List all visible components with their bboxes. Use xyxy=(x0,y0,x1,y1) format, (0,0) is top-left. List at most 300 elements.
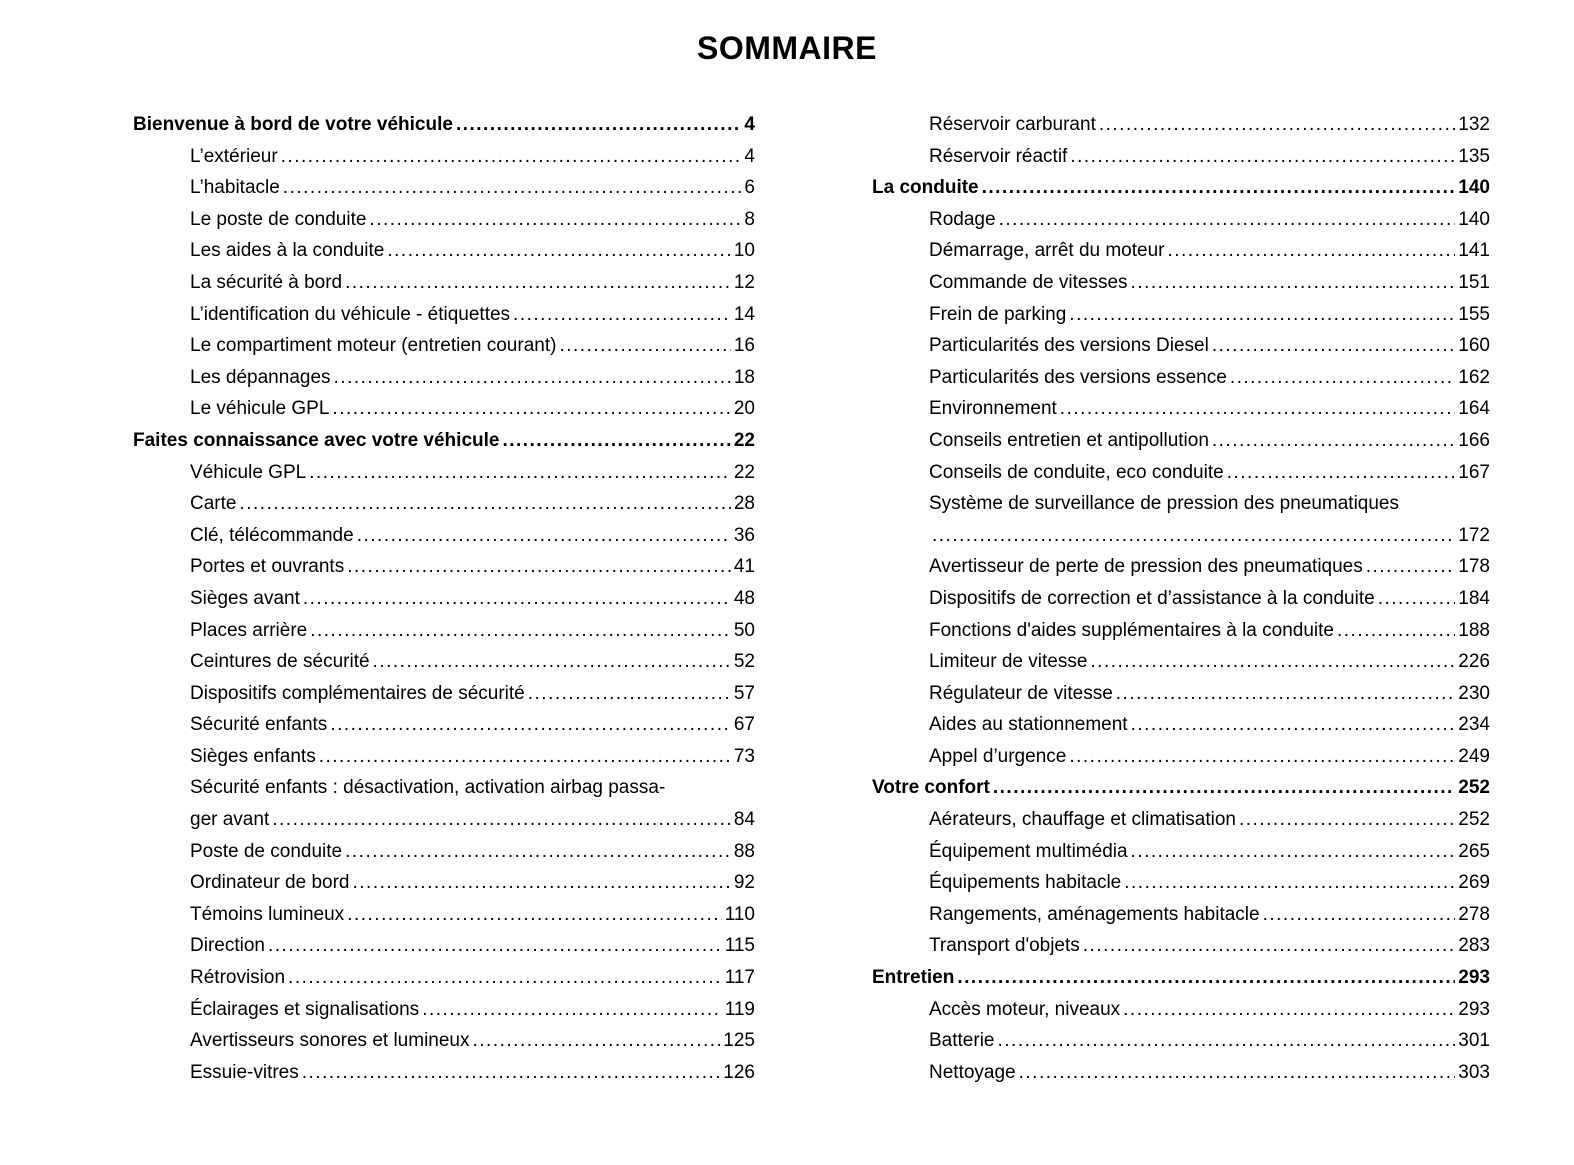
dot-leader xyxy=(303,583,731,615)
toc-section-entry[interactable] xyxy=(872,172,1490,204)
toc-page-number: 283 xyxy=(1458,935,1490,957)
toc-entry-label: Ceintures de sécurité xyxy=(190,651,370,673)
toc-entry-label: Poste de conduite xyxy=(190,840,343,862)
dot-leader xyxy=(1131,267,1456,299)
toc-entry-line xyxy=(190,204,755,236)
toc-item-entry[interactable] xyxy=(872,678,1490,710)
toc-item-entry[interactable] xyxy=(133,772,755,835)
toc-item-entry[interactable] xyxy=(133,899,755,931)
toc-entry-line xyxy=(872,962,1490,994)
toc-entry-label: Régulateur de vitesse xyxy=(929,682,1113,704)
toc-entry-line xyxy=(929,204,1490,236)
dot-leader xyxy=(373,646,731,678)
toc-entry-label: Carte xyxy=(190,493,237,515)
toc-entry-line xyxy=(929,141,1490,173)
dot-leader xyxy=(1378,583,1456,615)
toc-item-entry[interactable] xyxy=(133,267,755,299)
toc-item-entry[interactable] xyxy=(133,299,755,331)
toc-page-number: 12 xyxy=(733,271,755,293)
toc-page-number: 167 xyxy=(1458,461,1490,483)
toc-entry-line xyxy=(929,299,1490,331)
toc-page-number: 303 xyxy=(1458,1061,1490,1083)
toc-entry-line xyxy=(190,330,755,362)
toc-page-number: 20 xyxy=(733,398,755,420)
toc-item-entry[interactable] xyxy=(133,172,755,204)
toc-item-entry[interactable] xyxy=(872,393,1490,425)
toc-item-entry[interactable] xyxy=(872,930,1490,962)
toc-entry-line xyxy=(929,109,1490,141)
toc-page-number: 141 xyxy=(1458,240,1490,262)
toc-entry-line xyxy=(190,899,755,931)
toc-page-number: 10 xyxy=(733,240,755,262)
toc-page-number: 88 xyxy=(733,840,755,862)
toc-entry-label: Dispositifs complémentaires de sécurité xyxy=(190,682,525,704)
toc-entry-line xyxy=(190,267,755,299)
toc-entry-label: Particularités des versions Diesel xyxy=(929,335,1209,357)
toc-item-entry[interactable] xyxy=(133,867,755,899)
toc-entry-line xyxy=(190,615,755,647)
toc-item-entry[interactable] xyxy=(872,1025,1490,1057)
toc-page-number: 22 xyxy=(733,429,755,451)
toc-page-number: 92 xyxy=(733,872,755,894)
dot-leader xyxy=(559,330,730,362)
toc-entry-line xyxy=(929,646,1490,678)
toc-page-number: 110 xyxy=(724,903,755,925)
dot-leader xyxy=(283,172,742,204)
toc-item-entry[interactable] xyxy=(872,362,1490,394)
toc-page-number: 36 xyxy=(733,524,755,546)
toc-page-number: 301 xyxy=(1458,1030,1490,1052)
toc-entry-line xyxy=(190,141,755,173)
toc-entry-label: Nettoyage xyxy=(929,1061,1016,1083)
toc-entry-line xyxy=(190,362,755,394)
toc-item-entry[interactable] xyxy=(872,141,1490,173)
toc-entry-line xyxy=(929,520,1490,552)
toc-entry-label: Conseils entretien et antipollution xyxy=(929,429,1209,451)
toc-page-number: 8 xyxy=(744,208,755,230)
toc-page-number: 18 xyxy=(733,366,755,388)
toc-entry-label: Faites connaissance avec votre véhicule xyxy=(133,429,500,451)
toc-entry-label: Le poste de conduite xyxy=(190,208,367,230)
toc-entry-line xyxy=(929,1025,1490,1057)
dot-leader xyxy=(272,804,731,836)
dot-leader xyxy=(347,899,722,931)
toc-page-number: 4 xyxy=(744,145,755,167)
toc-page-number: 160 xyxy=(1458,335,1490,357)
dot-leader xyxy=(387,235,730,267)
dot-leader xyxy=(422,994,722,1026)
toc-entry-line xyxy=(190,804,755,836)
toc-entry-line xyxy=(190,299,755,331)
toc-entry-label-wrap: Système de surveillance de pression des pneumatiques xyxy=(929,493,1399,515)
toc-entry-label: Sécurité enfants xyxy=(190,714,328,736)
toc-column-right xyxy=(872,109,1490,1088)
toc-entry-label: Le véhicule GPL xyxy=(190,398,330,420)
toc-entry-label: Votre confort xyxy=(872,777,990,799)
toc-entry-line xyxy=(929,709,1490,741)
toc-entry-label: Éclairages et signalisations xyxy=(190,998,420,1020)
dot-leader xyxy=(1069,741,1455,773)
toc-section-entry[interactable] xyxy=(872,772,1490,804)
toc-entry-label: Entretien xyxy=(872,967,955,989)
toc-entry-line xyxy=(190,488,755,520)
toc-entry-line xyxy=(190,1057,755,1089)
toc-page-number: 252 xyxy=(1458,809,1490,831)
toc-page-number: 252 xyxy=(1458,777,1490,799)
toc-entry-line xyxy=(929,867,1490,899)
dot-leader xyxy=(982,172,1456,204)
toc-page-number: 73 xyxy=(733,745,755,767)
toc-entry-label: Témoins lumineux xyxy=(190,903,345,925)
toc-page-number: 126 xyxy=(723,1061,755,1083)
toc-entry-label: Aides au stationnement xyxy=(929,714,1128,736)
toc-entry-label: Essuie-vitres xyxy=(190,1061,299,1083)
toc-entry-label: Sièges avant xyxy=(190,587,300,609)
dot-leader xyxy=(1212,425,1455,457)
toc-item-entry[interactable] xyxy=(133,583,755,615)
toc-page-number: 48 xyxy=(733,587,755,609)
dot-leader xyxy=(932,520,1455,552)
toc-entry-line xyxy=(190,457,755,489)
toc-entry-label: ger avant xyxy=(190,809,270,831)
toc-item-entry[interactable] xyxy=(133,994,755,1026)
toc-page-number: 293 xyxy=(1458,967,1490,989)
toc-entry-label: Réservoir carburant xyxy=(929,114,1096,135)
toc-item-entry[interactable] xyxy=(133,930,755,962)
toc-entry-label: Commande de vitesses xyxy=(929,271,1128,293)
toc-item-entry[interactable] xyxy=(872,899,1490,931)
dot-leader xyxy=(302,1057,721,1089)
toc-entry-label: Dispositifs de correction et d’assistance à la conduite xyxy=(929,587,1375,609)
toc-entry-label: Sièges enfants xyxy=(190,745,316,767)
dot-leader xyxy=(369,204,741,236)
toc-item-entry[interactable] xyxy=(133,235,755,267)
toc-item-entry[interactable] xyxy=(133,836,755,868)
toc-page-number: 6 xyxy=(744,177,755,199)
dot-leader xyxy=(1019,1057,1456,1089)
toc-entry-label: Fonctions d'aides supplémentaires à la conduite xyxy=(929,619,1334,641)
toc-item-entry[interactable] xyxy=(872,836,1490,868)
toc-entry-line xyxy=(190,235,755,267)
toc-entry-label: Véhicule GPL xyxy=(190,461,307,483)
toc-page-number: 226 xyxy=(1458,651,1490,673)
toc-page-number: 115 xyxy=(724,935,755,957)
toc-item-entry[interactable] xyxy=(133,962,755,994)
toc-entry-label: Frein de parking xyxy=(929,303,1067,325)
toc-item-entry[interactable] xyxy=(133,330,755,362)
toc-page-number: 184 xyxy=(1458,587,1490,609)
page-title: SOMMAIRE xyxy=(697,30,877,66)
dot-leader xyxy=(502,425,730,457)
toc-entry-line xyxy=(929,994,1490,1026)
toc-entry-line xyxy=(929,393,1490,425)
toc-page-number: 28 xyxy=(733,493,755,515)
toc-entry-line xyxy=(133,109,755,141)
toc-entry-line xyxy=(190,646,755,678)
toc-item-entry[interactable] xyxy=(872,741,1490,773)
toc-page-number: 52 xyxy=(733,651,755,673)
toc-entry-line xyxy=(929,551,1490,583)
toc-item-entry[interactable] xyxy=(872,583,1490,615)
dot-leader xyxy=(1060,393,1456,425)
toc-entry-label: Conseils de conduite, eco conduite xyxy=(929,461,1224,483)
toc-entry-line xyxy=(929,362,1490,394)
toc-item-entry[interactable] xyxy=(133,741,755,773)
dot-leader xyxy=(1227,457,1456,489)
toc-item-entry[interactable] xyxy=(872,994,1490,1026)
toc-item-entry[interactable] xyxy=(133,551,755,583)
toc-entry-label: Transport d'objets xyxy=(929,935,1080,957)
dot-leader xyxy=(1212,330,1455,362)
toc-page-number: 188 xyxy=(1458,619,1490,641)
toc-item-entry[interactable] xyxy=(133,678,755,710)
toc-item-entry[interactable] xyxy=(872,457,1490,489)
dot-leader xyxy=(1168,235,1456,267)
toc-item-entry[interactable] xyxy=(133,1057,755,1089)
toc-page-number: 22 xyxy=(733,461,755,483)
toc-entry-label: Rétrovision xyxy=(190,967,286,989)
toc-page-number: 265 xyxy=(1458,840,1490,862)
toc-item-entry[interactable] xyxy=(133,141,755,173)
toc-page-number: 125 xyxy=(723,1030,755,1052)
toc-page-number: 119 xyxy=(724,998,755,1020)
dot-leader xyxy=(1099,109,1455,141)
dot-leader xyxy=(1083,930,1456,962)
toc-page-number: 162 xyxy=(1458,366,1490,388)
dot-leader xyxy=(993,772,1455,804)
dot-leader xyxy=(1131,709,1456,741)
toc-entry-line xyxy=(190,393,755,425)
toc-entry-label: L’habitacle xyxy=(190,177,280,199)
dot-leader xyxy=(347,551,731,583)
toc-section-entry[interactable] xyxy=(133,425,755,457)
toc-entry-line xyxy=(190,867,755,899)
toc-item-entry[interactable] xyxy=(872,109,1490,141)
toc-item-entry[interactable] xyxy=(872,867,1490,899)
dot-leader xyxy=(268,930,722,962)
toc-page-number: 164 xyxy=(1458,398,1490,420)
toc-item-entry[interactable] xyxy=(872,615,1490,647)
toc-entry-label: L’extérieur xyxy=(190,145,278,167)
toc-entry-line xyxy=(929,583,1490,615)
toc-entry-line xyxy=(190,930,755,962)
dot-leader xyxy=(281,141,742,173)
toc-entry-label: Ordinateur de bord xyxy=(190,872,350,894)
toc-entry-line xyxy=(929,267,1490,299)
dot-leader xyxy=(528,678,731,710)
toc-item-entry[interactable] xyxy=(872,488,1490,551)
dot-leader xyxy=(310,615,731,647)
toc-column-left xyxy=(133,109,755,1088)
toc-item-entry[interactable] xyxy=(133,709,755,741)
dot-leader xyxy=(1337,615,1455,647)
toc-section-entry[interactable] xyxy=(872,962,1490,994)
dot-leader xyxy=(1070,141,1455,173)
dot-leader xyxy=(1263,899,1456,931)
toc-item-entry[interactable] xyxy=(872,709,1490,741)
toc-page-number: 67 xyxy=(733,714,755,736)
toc-entry-label: Clé, télécommande xyxy=(190,524,354,546)
toc-entry-label: Rodage xyxy=(929,208,996,230)
toc-item-entry[interactable] xyxy=(872,1057,1490,1089)
dot-leader xyxy=(999,204,1456,236)
toc-page-number: 249 xyxy=(1458,745,1490,767)
toc-item-entry[interactable] xyxy=(872,299,1490,331)
dot-leader xyxy=(1366,551,1456,583)
dot-leader xyxy=(1123,994,1455,1026)
toc-item-entry[interactable] xyxy=(133,488,755,520)
toc-item-entry[interactable] xyxy=(133,1025,755,1057)
toc-entry-line xyxy=(929,330,1490,362)
dot-leader xyxy=(1069,299,1455,331)
toc-entry-label: Avertisseurs sonores et lumineux xyxy=(190,1030,470,1052)
toc-entry-line xyxy=(929,741,1490,773)
toc-entry-line xyxy=(133,425,755,457)
toc-entry-line xyxy=(872,172,1490,204)
toc-item-entry[interactable] xyxy=(133,520,755,552)
toc-entry-label: L’identification du véhicule - étiquettes xyxy=(190,303,511,325)
toc-entry-label: Aérateurs, chauffage et climatisation xyxy=(929,809,1236,831)
toc-page-number: 172 xyxy=(1458,524,1490,546)
toc-item-entry[interactable] xyxy=(872,235,1490,267)
toc-entry-line xyxy=(929,678,1490,710)
toc-page-number: 234 xyxy=(1458,714,1490,736)
dot-leader xyxy=(957,962,1455,994)
toc-item-entry[interactable] xyxy=(872,267,1490,299)
dot-leader xyxy=(1090,646,1455,678)
dot-leader xyxy=(513,299,731,331)
dot-leader xyxy=(319,741,731,773)
toc-entry-line xyxy=(929,457,1490,489)
toc-item-entry[interactable] xyxy=(872,804,1490,836)
dot-leader xyxy=(345,836,731,868)
toc-page-number: 16 xyxy=(733,335,755,357)
toc-page-number: 151 xyxy=(1458,271,1490,293)
toc-item-entry[interactable] xyxy=(133,204,755,236)
toc-entry-line xyxy=(190,994,755,1026)
toc-page-number: 278 xyxy=(1458,903,1490,925)
toc-entry-label: Bienvenue à bord de votre véhicule xyxy=(133,114,453,135)
toc-item-entry[interactable] xyxy=(872,330,1490,362)
toc-page-number: 140 xyxy=(1458,208,1490,230)
toc-page-number: 293 xyxy=(1458,998,1490,1020)
toc-entry-label: Les aides à la conduite xyxy=(190,240,385,262)
toc-page-number: 140 xyxy=(1458,177,1490,199)
toc-entry-label: Particularités des versions essence xyxy=(929,366,1227,388)
toc-entry-line xyxy=(929,615,1490,647)
toc-entry-line xyxy=(929,899,1490,931)
dot-leader xyxy=(997,1025,1455,1057)
dot-leader xyxy=(239,488,730,520)
toc-entry-line xyxy=(190,172,755,204)
toc-page-number: 50 xyxy=(733,619,755,641)
toc-entry-line xyxy=(190,836,755,868)
toc-entry-label: La conduite xyxy=(872,177,979,199)
toc-entry-label: Les dépannages xyxy=(190,366,331,388)
toc-entry-line xyxy=(190,551,755,583)
toc-entry-line xyxy=(929,836,1490,868)
toc-page-number: 57 xyxy=(733,682,755,704)
toc-entry-label: Places arrière xyxy=(190,619,308,641)
toc-page-number: 178 xyxy=(1458,556,1490,578)
dot-leader xyxy=(357,520,731,552)
toc-page-number: 84 xyxy=(733,809,755,831)
table-of-contents xyxy=(0,109,1574,1088)
toc-entry-label: Direction xyxy=(190,935,265,957)
dot-leader xyxy=(334,362,731,394)
dot-leader xyxy=(330,709,731,741)
toc-page-number: 155 xyxy=(1458,303,1490,325)
toc-item-entry[interactable] xyxy=(133,615,755,647)
toc-entry-label-wrap: Sécurité enfants : désactivation, activation airbag passa- xyxy=(190,777,666,799)
dot-leader xyxy=(1230,362,1455,394)
toc-entry-label: Avertisseur de perte de pression des pneumatiques xyxy=(929,556,1363,578)
toc-item-entry[interactable] xyxy=(872,204,1490,236)
toc-page-number: 135 xyxy=(1458,145,1490,167)
toc-entry-label: Le compartiment moteur (entretien courant) xyxy=(190,335,557,357)
toc-entry-line xyxy=(929,1057,1490,1089)
toc-page-number: 14 xyxy=(733,303,755,325)
toc-page-number: 269 xyxy=(1458,872,1490,894)
toc-page-number: 41 xyxy=(733,556,755,578)
toc-entry-line xyxy=(929,930,1490,962)
dot-leader xyxy=(456,109,741,141)
toc-entry-line xyxy=(929,235,1490,267)
toc-entry-label: Limiteur de vitesse xyxy=(929,651,1088,673)
toc-entry-label: Équipement multimédia xyxy=(929,840,1128,862)
toc-entry-line xyxy=(190,583,755,615)
dot-leader xyxy=(332,393,730,425)
dot-leader xyxy=(1239,804,1455,836)
toc-entry-label: Accès moteur, niveaux xyxy=(929,998,1121,1020)
dot-leader xyxy=(353,867,731,899)
toc-page-number: 117 xyxy=(724,967,755,989)
toc-entry-label: Batterie xyxy=(929,1030,995,1052)
toc-entry-label: Portes et ouvrants xyxy=(190,556,345,578)
toc-item-entry[interactable] xyxy=(872,425,1490,457)
toc-entry-line xyxy=(929,425,1490,457)
dot-leader xyxy=(345,267,731,299)
toc-entry-label: Équipements habitacle xyxy=(929,872,1122,894)
toc-entry-line xyxy=(190,520,755,552)
dot-leader xyxy=(1116,678,1456,710)
toc-entry-label: La sécurité à bord xyxy=(190,271,343,293)
toc-entry-line xyxy=(190,1025,755,1057)
toc-page-number: 230 xyxy=(1458,682,1490,704)
dot-leader xyxy=(1124,867,1455,899)
dot-leader xyxy=(288,962,722,994)
toc-entry-label: Appel d’urgence xyxy=(929,745,1067,767)
toc-entry-label: Rangements, aménagements habitacle xyxy=(929,903,1260,925)
toc-section-entry[interactable] xyxy=(133,109,755,141)
toc-item-entry[interactable] xyxy=(133,362,755,394)
toc-entry-line xyxy=(872,772,1490,804)
toc-entry-line xyxy=(190,678,755,710)
toc-entry-line xyxy=(190,962,755,994)
toc-entry-line xyxy=(190,741,755,773)
toc-page-number: 166 xyxy=(1458,429,1490,451)
toc-item-entry[interactable] xyxy=(133,393,755,425)
toc-page-number: 4 xyxy=(744,114,755,135)
toc-page-number: 132 xyxy=(1458,114,1490,135)
toc-item-entry[interactable] xyxy=(872,646,1490,678)
toc-item-entry[interactable] xyxy=(133,457,755,489)
toc-item-entry[interactable] xyxy=(872,551,1490,583)
toc-entry-label: Démarrage, arrêt du moteur xyxy=(929,240,1165,262)
toc-entry-line xyxy=(190,709,755,741)
toc-entry-label: Réservoir réactif xyxy=(929,145,1068,167)
toc-item-entry[interactable] xyxy=(133,646,755,678)
